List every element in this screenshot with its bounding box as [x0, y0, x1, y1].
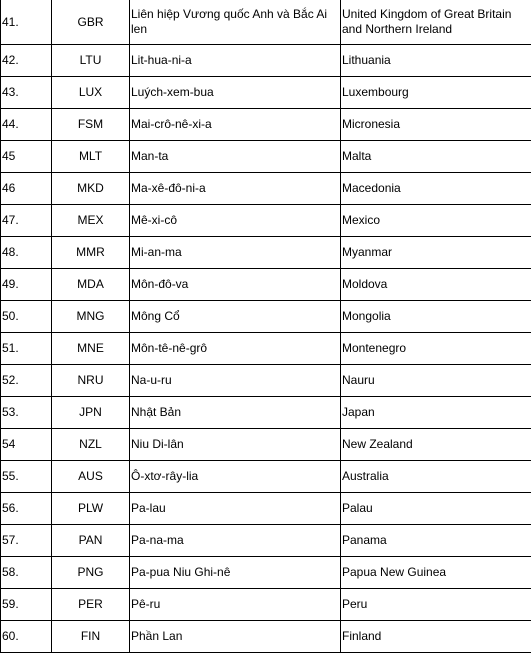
english-name-cell: Peru: [341, 589, 531, 621]
country-code-cell: MDA: [52, 269, 130, 301]
table-row: [1, 525, 531, 557]
table-row: [1, 493, 531, 525]
english-name-cell: Australia: [341, 461, 531, 493]
vietnamese-name-cell: Luých-xem-bua: [130, 77, 341, 109]
vietnamese-name-cell: Liên hiệp Vương quốc Anh và Bắc Ai len: [130, 0, 341, 45]
country-code-cell: MKD: [52, 173, 130, 205]
row-number-cell: 41.: [1, 0, 52, 45]
country-code-cell: PNG: [52, 557, 130, 589]
vietnamese-name-cell: Mai-crô-nê-xi-a: [130, 109, 341, 141]
english-name-cell: Micronesia: [341, 109, 531, 141]
country-code-cell: AUS: [52, 461, 130, 493]
row-number-cell: 47.: [1, 205, 52, 237]
row-number-cell: 55.: [1, 461, 52, 493]
row-number-cell: 57.: [1, 525, 52, 557]
english-name-cell: Finland: [341, 621, 531, 653]
row-number-cell: 54: [1, 429, 52, 461]
table-row: [1, 461, 531, 493]
row-number-cell: 52.: [1, 365, 52, 397]
english-name-cell: Japan: [341, 397, 531, 429]
english-name-cell: Montenegro: [341, 333, 531, 365]
english-name-cell: Nauru: [341, 365, 531, 397]
vietnamese-name-cell: Pa-na-ma: [130, 525, 341, 557]
table-row: [1, 365, 531, 397]
country-code-cell: MEX: [52, 205, 130, 237]
english-name-cell: Mongolia: [341, 301, 531, 333]
row-number-cell: 46: [1, 173, 52, 205]
table-row: [1, 205, 531, 237]
country-code-cell: MLT: [52, 141, 130, 173]
table-row: [1, 109, 531, 141]
row-number-cell: 45: [1, 141, 52, 173]
country-code-cell: PLW: [52, 493, 130, 525]
vietnamese-name-cell: Mi-an-ma: [130, 237, 341, 269]
row-number-cell: 50.: [1, 301, 52, 333]
vietnamese-name-cell: Pa-pua Niu Ghi-nê: [130, 557, 341, 589]
vietnamese-name-cell: Mông Cổ: [130, 301, 341, 333]
english-name-cell: Malta: [341, 141, 531, 173]
row-number-cell: 53.: [1, 397, 52, 429]
row-number-cell: 59.: [1, 589, 52, 621]
country-code-cell: FSM: [52, 109, 130, 141]
country-code-cell: MNE: [52, 333, 130, 365]
table-row: [1, 333, 531, 365]
vietnamese-name-cell: Ma-xê-đô-ni-a: [130, 173, 341, 205]
country-code-cell: MNG: [52, 301, 130, 333]
country-code-cell: LUX: [52, 77, 130, 109]
english-name-cell: United Kingdom of Great Britain and Northern Ireland: [341, 0, 531, 45]
country-code-cell: PER: [52, 589, 130, 621]
country-code-cell: FIN: [52, 621, 130, 653]
vietnamese-name-cell: Nhật Bản: [130, 397, 341, 429]
table-row: [1, 589, 531, 621]
table-row: [1, 237, 531, 269]
vietnamese-name-cell: Ô-xtơ-rây-lia: [130, 461, 341, 493]
country-code-cell: NZL: [52, 429, 130, 461]
table-row: [1, 45, 531, 77]
vietnamese-name-cell: Môn-đô-va: [130, 269, 341, 301]
table-row: [1, 557, 531, 589]
vietnamese-name-cell: Lit-hua-ni-a: [130, 45, 341, 77]
vietnamese-name-cell: Pê-ru: [130, 589, 341, 621]
english-name-cell: Papua New Guinea: [341, 557, 531, 589]
country-code-cell: GBR: [52, 0, 130, 45]
row-number-cell: 44.: [1, 109, 52, 141]
table-row: [1, 141, 531, 173]
table-row: [1, 173, 531, 205]
vietnamese-name-cell: Na-u-ru: [130, 365, 341, 397]
table-row: [1, 0, 531, 45]
english-name-cell: Mexico: [341, 205, 531, 237]
row-number-cell: 60.: [1, 621, 52, 653]
table-row: [1, 77, 531, 109]
row-number-cell: 58.: [1, 557, 52, 589]
country-code-cell: JPN: [52, 397, 130, 429]
table-row: [1, 429, 531, 461]
table-row: [1, 621, 531, 653]
country-code-cell: MMR: [52, 237, 130, 269]
vietnamese-name-cell: Mê-xi-cô: [130, 205, 341, 237]
row-number-cell: 48.: [1, 237, 52, 269]
vietnamese-name-cell: Pa-lau: [130, 493, 341, 525]
english-name-cell: Lithuania: [341, 45, 531, 77]
table-row: [1, 301, 531, 333]
vietnamese-name-cell: Phần Lan: [130, 621, 341, 653]
english-name-cell: Moldova: [341, 269, 531, 301]
english-name-cell: Palau: [341, 493, 531, 525]
english-name-cell: New Zealand: [341, 429, 531, 461]
vietnamese-name-cell: Niu Di-lân: [130, 429, 341, 461]
table-row: [1, 397, 531, 429]
country-code-cell: NRU: [52, 365, 130, 397]
english-name-cell: Luxembourg: [341, 77, 531, 109]
country-code-cell: LTU: [52, 45, 130, 77]
row-number-cell: 43.: [1, 77, 52, 109]
row-number-cell: 51.: [1, 333, 52, 365]
table-row: [1, 269, 531, 301]
vietnamese-name-cell: Môn-tê-nê-grô: [130, 333, 341, 365]
table-body: [1, 0, 531, 653]
vietnamese-name-cell: Man-ta: [130, 141, 341, 173]
english-name-cell: Panama: [341, 525, 531, 557]
english-name-cell: Macedonia: [341, 173, 531, 205]
row-number-cell: 56.: [1, 493, 52, 525]
english-name-cell: Myanmar: [341, 237, 531, 269]
row-number-cell: 42.: [1, 45, 52, 77]
country-code-cell: PAN: [52, 525, 130, 557]
row-number-cell: 49.: [1, 269, 52, 301]
